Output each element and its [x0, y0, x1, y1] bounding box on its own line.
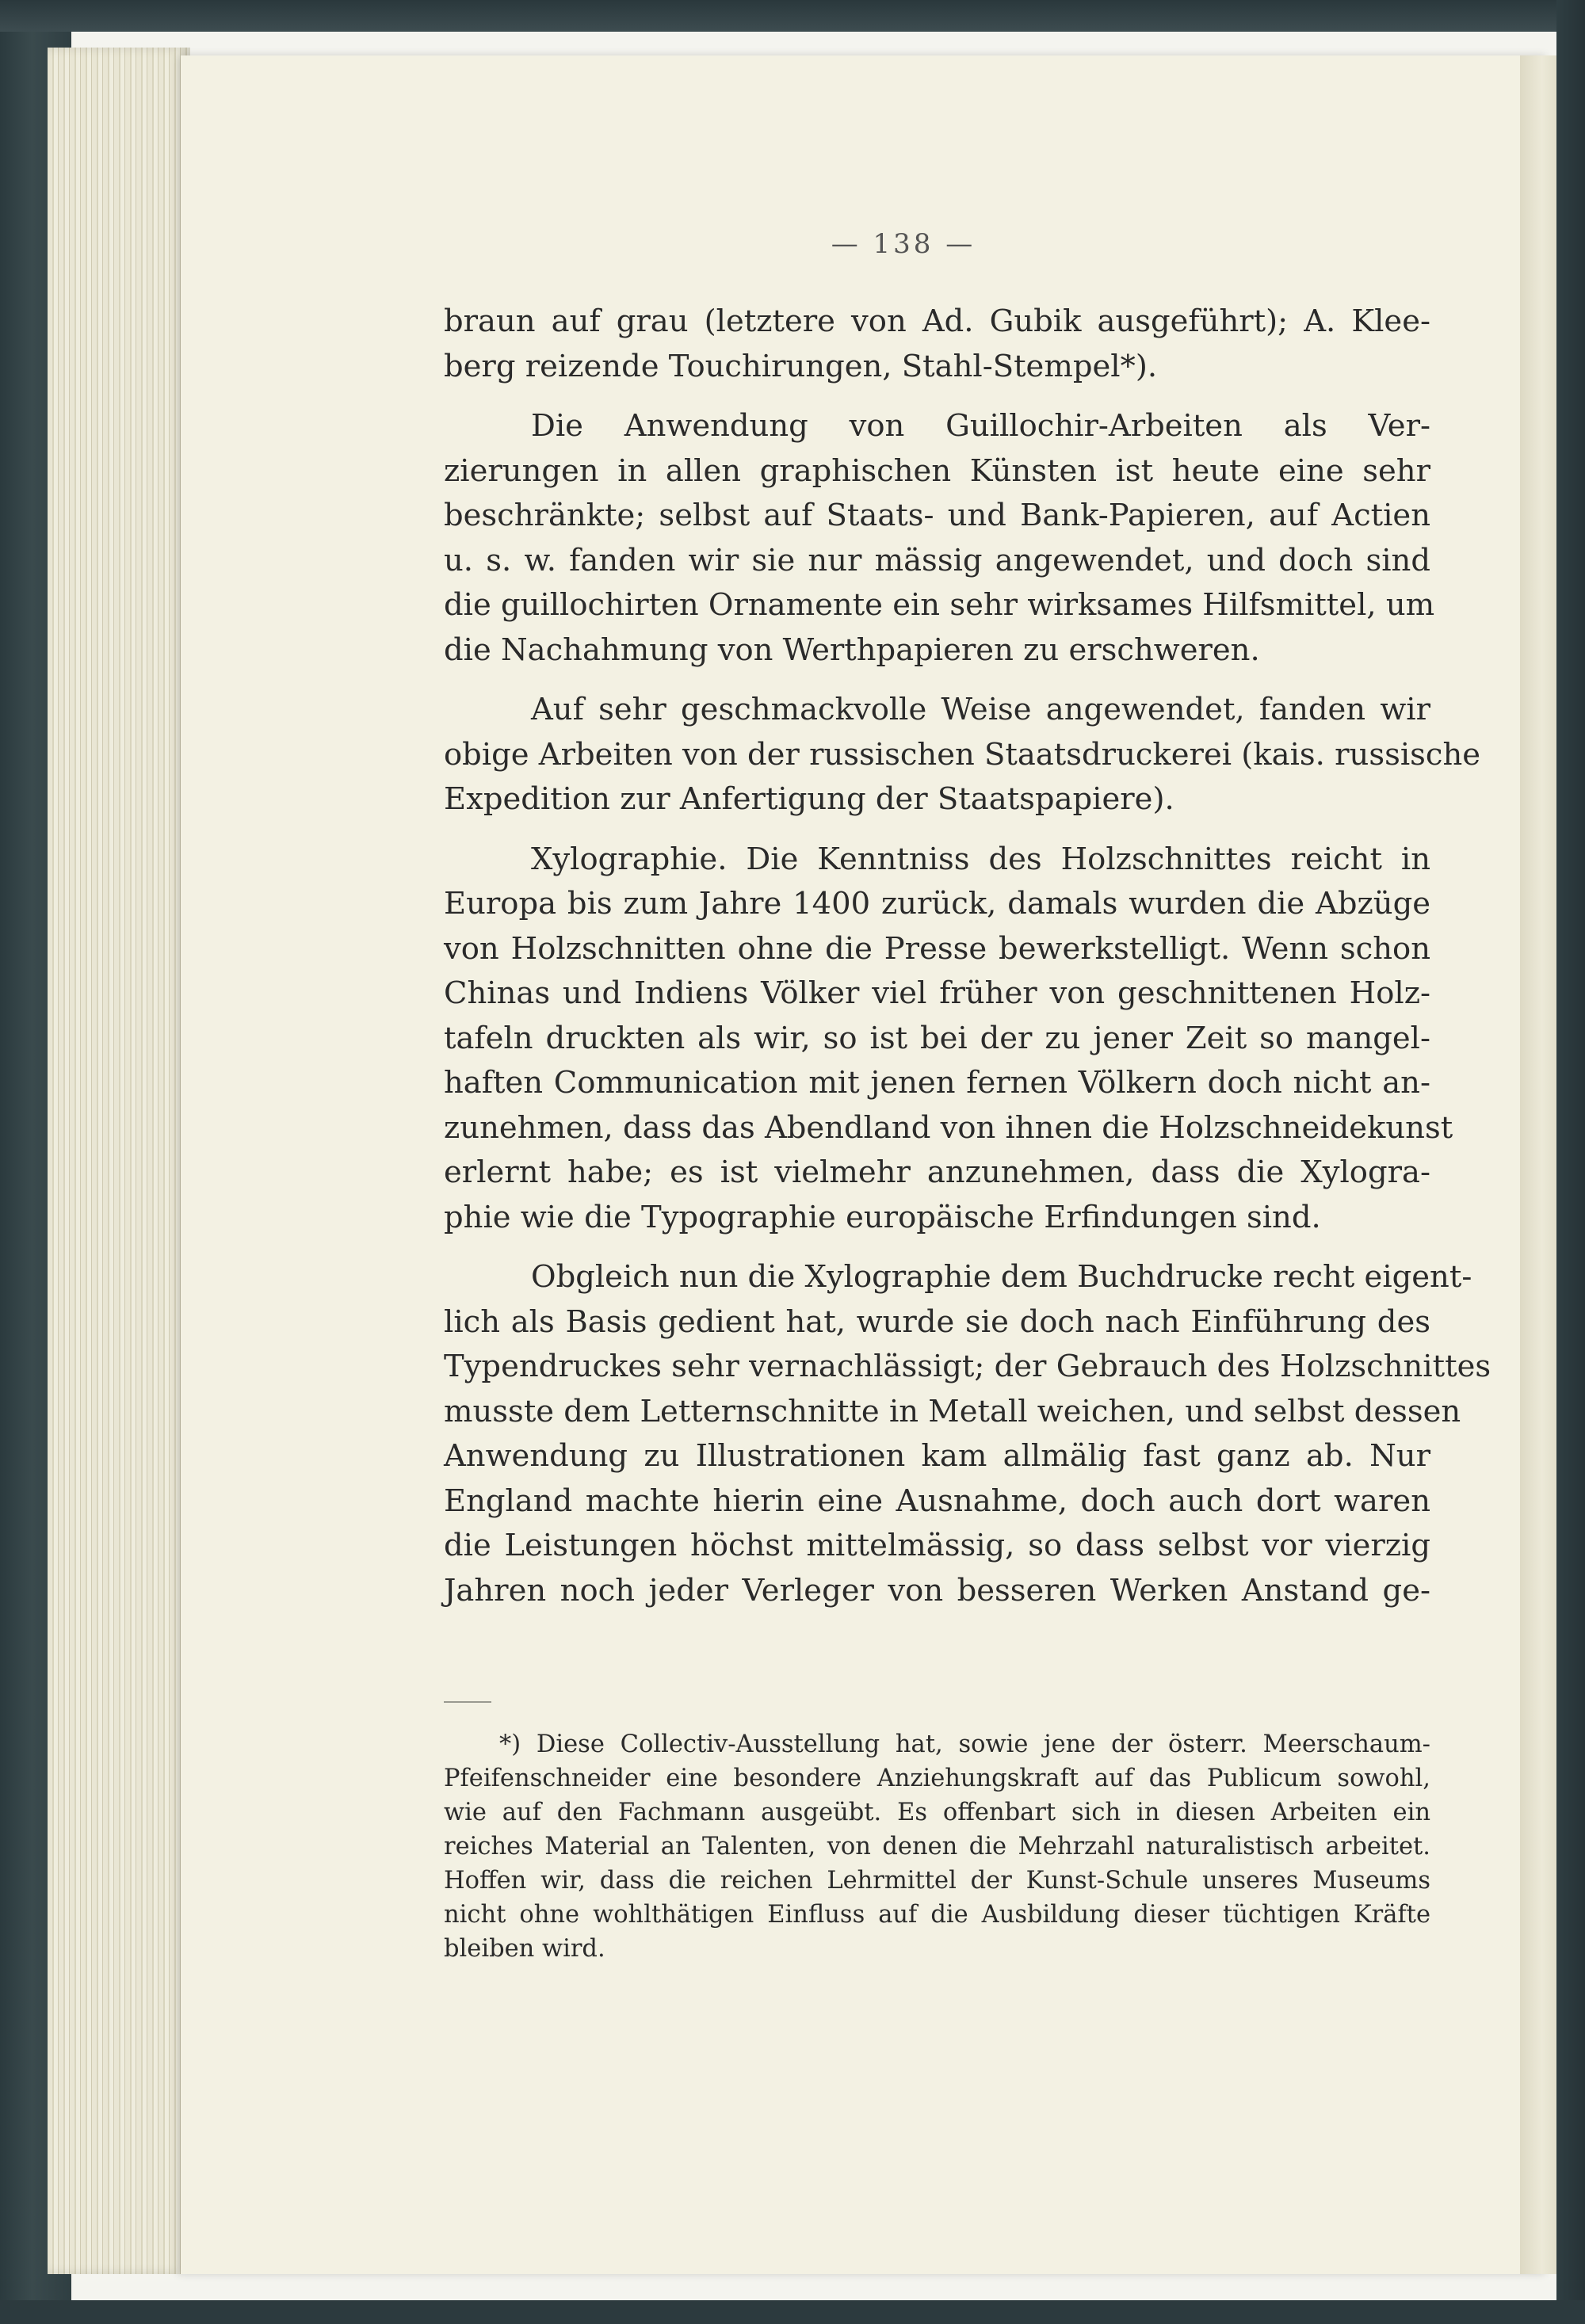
text-line: lich als Basis gedient hat, wurde sie doch nach Einführung des — [444, 1303, 1430, 1340]
page-body-text — [444, 300, 1491, 1613]
text-line: England machte hierin eine Ausnahme, doch auch dort waren — [444, 1483, 1430, 1519]
paragraph — [444, 688, 1481, 822]
text-line: Xylographie. Die Kenntniss des Holzschnittes reicht in — [531, 841, 1430, 877]
text-line: Jahren noch jeder Verleger von besseren Werken Anstand ge- — [444, 1572, 1430, 1608]
text-line: haften Communication mit jenen fernen Völkern doch nicht an- — [444, 1065, 1430, 1101]
text-line: beschränkte; selbst auf Staats- und Bank-Papieren, auf Actien — [444, 498, 1430, 533]
text-line: Chinas und Indiens Völker viel früher von geschnittenen Holz- — [444, 975, 1430, 1011]
footnote-line: bleiben wird. — [444, 1935, 605, 1963]
text-line: tafeln druckten als wir, so ist bei der zu jener Zeit so mangel- — [444, 1020, 1430, 1056]
footnote-line: *) Diese Collectiv-Ausstellung hat, sowie jene der österr. Meerschaum- — [499, 1731, 1430, 1758]
text-line: die guillochirten Ornamente ein sehr wirksames Hilfsmittel, um — [444, 587, 1435, 623]
footnote-line: Hoffen wir, dass die reichen Lehrmittel der Kunst-Schule unseres Museums — [444, 1867, 1430, 1895]
text-line: zunehmen, dass das Abendland von ihnen die Holzschneidekunst — [444, 1109, 1453, 1146]
footnote — [444, 1727, 1430, 1966]
text-line: die Nachahmung von Werthpapieren zu erschweren. — [444, 632, 1260, 668]
page-edges — [48, 48, 190, 2274]
footnote-line: nicht ohne wohlthätigen Einfluss auf die Ausbildung dieser tüchtigen Kräfte — [444, 1901, 1430, 1929]
text-line: Die Anwendung von Guillochir-Arbeiten als Ver- — [531, 408, 1430, 444]
next-page-edge — [1520, 55, 1556, 2274]
book-cover-bottom — [0, 2300, 1585, 2324]
text-line: von Holzschnitten ohne die Presse bewerkstelligt. Wenn schon — [444, 930, 1430, 967]
text-line: musste dem Letternschnitte in Metall weichen, und selbst dessen — [444, 1393, 1461, 1429]
book-cover-right — [1556, 0, 1585, 2324]
footnote-line: Pfeifenschneider eine besondere Anziehungskraft auf das Publicum sowohl, — [444, 1765, 1430, 1792]
text-line: Auf sehr geschmackvolle Weise angewendet, fanden wir — [531, 692, 1430, 727]
text-line: die Leistungen höchst mittelmässig, so dass selbst vor vierzig — [444, 1528, 1430, 1563]
text-line: erlernt habe; es ist vielmehr anzunehmen, dass die Xylogra- — [444, 1154, 1430, 1190]
text-line: obige Arbeiten von der russischen Staatsdruckerei (kais. russische — [444, 736, 1481, 773]
text-line: berg reizende Touchirungen, Stahl-Stempel*). — [444, 348, 1158, 384]
text-line: u. s. w. fanden wir sie nur mässig angewendet, und doch sind — [444, 542, 1430, 578]
footnote-line: reiches Material an Talenten, von denen die Mehrzahl naturalistisch arbeitet. — [444, 1833, 1430, 1860]
page-number-header: — 138 — — [831, 228, 976, 260]
text-line: phie wie die Typographie europäische Erfindungen sind. — [444, 1199, 1321, 1235]
book-cover-top — [0, 0, 1585, 32]
paragraph — [444, 404, 1435, 673]
text-line: Typendruckes sehr vernachlässigt; der Gebrauch des Holzschnittes — [444, 1349, 1491, 1384]
text-line: Obgleich nun die Xylographie dem Buchdrucke recht eigent- — [531, 1259, 1472, 1295]
paragraph — [444, 838, 1453, 1241]
text-line: Expedition zur Anfertigung der Staatspapiere). — [444, 781, 1174, 817]
paragraph — [444, 300, 1430, 389]
text-line: Europa bis zum Jahre 1400 zurück, damals wurden die Abzüge — [444, 886, 1430, 922]
footnote-line: wie auf den Fachmann ausgeübt. Es offenbart sich in diesen Arbeiten ein — [444, 1799, 1430, 1826]
text-line: braun auf grau (letztere von Ad. Gubik ausgeführt); A. Klee- — [444, 303, 1430, 339]
text-line: Anwendung zu Illustrationen kam allmälig fast ganz ab. Nur — [444, 1438, 1430, 1474]
text-line: zierungen in allen graphischen Künsten ist heute eine sehr — [444, 452, 1430, 489]
paragraph — [444, 1255, 1491, 1613]
footnote-rule — [444, 1701, 491, 1703]
